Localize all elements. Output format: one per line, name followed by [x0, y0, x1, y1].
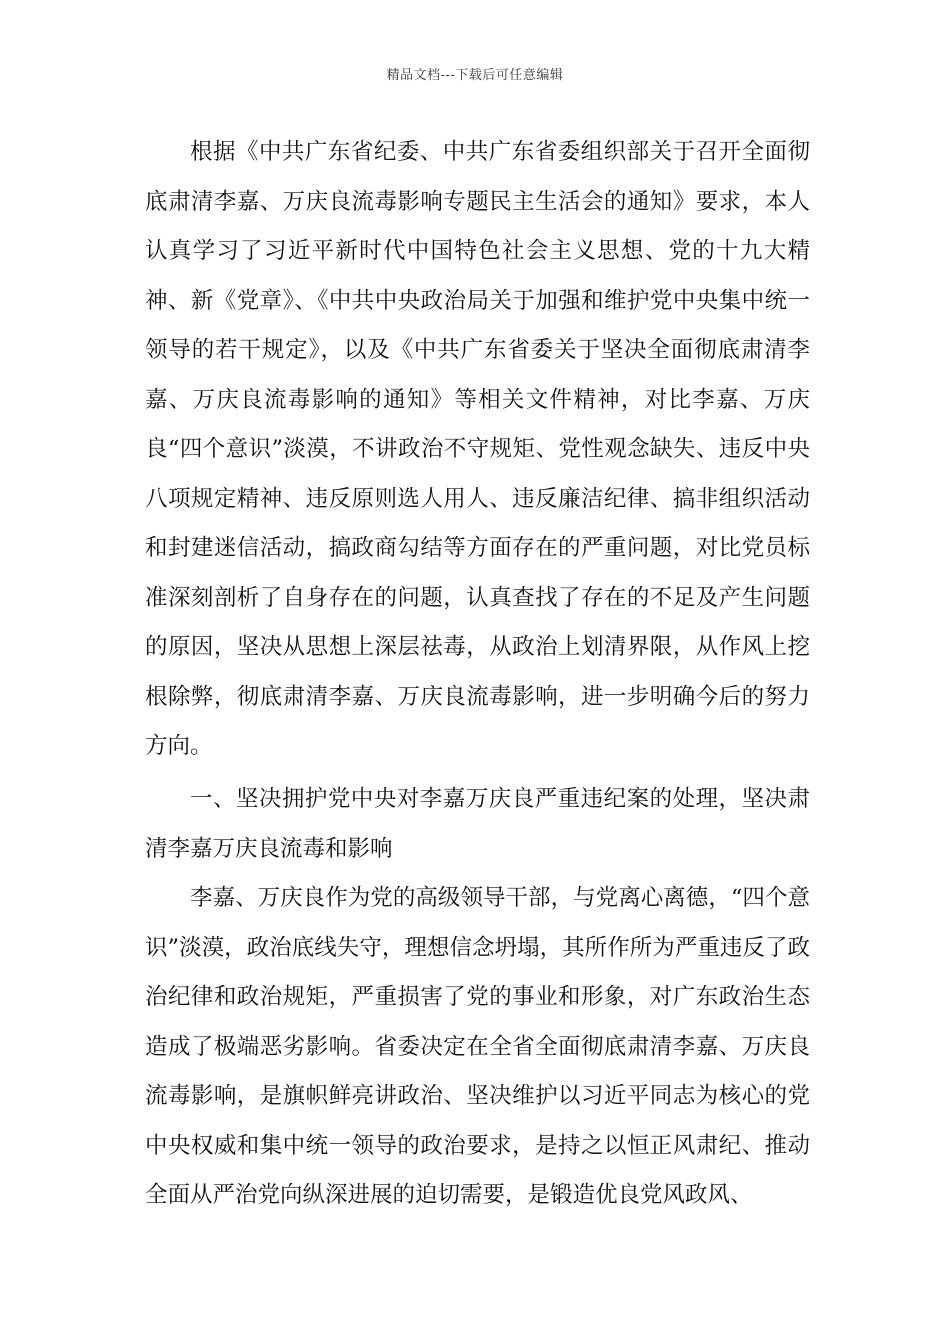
- section-1-body-block: [145, 874, 810, 1221]
- intro-paragraph: 根据《中共广东省纪委、中共广东省委组织部关于召开全面彻底肃清李嘉、万庆良流毒影响专题民主生活会的通知》要求，本人认真学习了习近平新时代中国特色社会主义思想、党的十九大精神、新《党章》、《中共中央政治局关于加强和维护党中央集中统一领导的若干规定》，以及《中共广东省委关于坚决全面彻底肃清李嘉、万庆良流毒影响的通知》等相关文件精神，对比李嘉、万庆良“四个意识”淡漠，不讲政治不守规矩、党性观念缺失、违反中央八项规定精神、违反原则选人用人、违反廉洁纪律、搞非组织活动和封建迷信活动，搞政商勾结等方面存在的严重问题，对比党员标准深刻剖析了自身存在的问题，认真查找了存在的不足及产生问题的原因，坚决从思想上深层祛毒，从政治上划清界限，从作风上挖根除弊，彻底肃清李嘉、万庆良流毒影响，进一步明确今后的努力方向。: [145, 139, 810, 759]
- section-1-paragraph: 李嘉、万庆良作为党的高级领导干部，与党离心离德，“四个意识”淡漠，政治底线失守，理想信念坍塌，其所作所为严重违反了政治纪律和政治规矩，严重损害了党的事业和形象，对广东政治生态造成了极端恶劣影响。省委决定在全省全面彻底肃清李嘉、万庆良流毒影响，是旗帜鲜亮讲政治、坚决维护以习近平同志为核心的党中央权威和集中统一领导的政治要求，是持之以恒正风肃纪、推动全面从严治党向纵深进展的迫切需要，是锻造优良党风政风、: [145, 885, 810, 1208]
- section-1-heading-block: [145, 775, 810, 874]
- intro-section: [145, 128, 810, 772]
- section-1-heading: 一、坚决拥护党中央对李嘉万庆良严重违纪案的处理，坚决肃清李嘉万庆良流毒和影响: [145, 786, 810, 862]
- page-header: 精品文档---下载后可任意编辑: [386, 68, 564, 83]
